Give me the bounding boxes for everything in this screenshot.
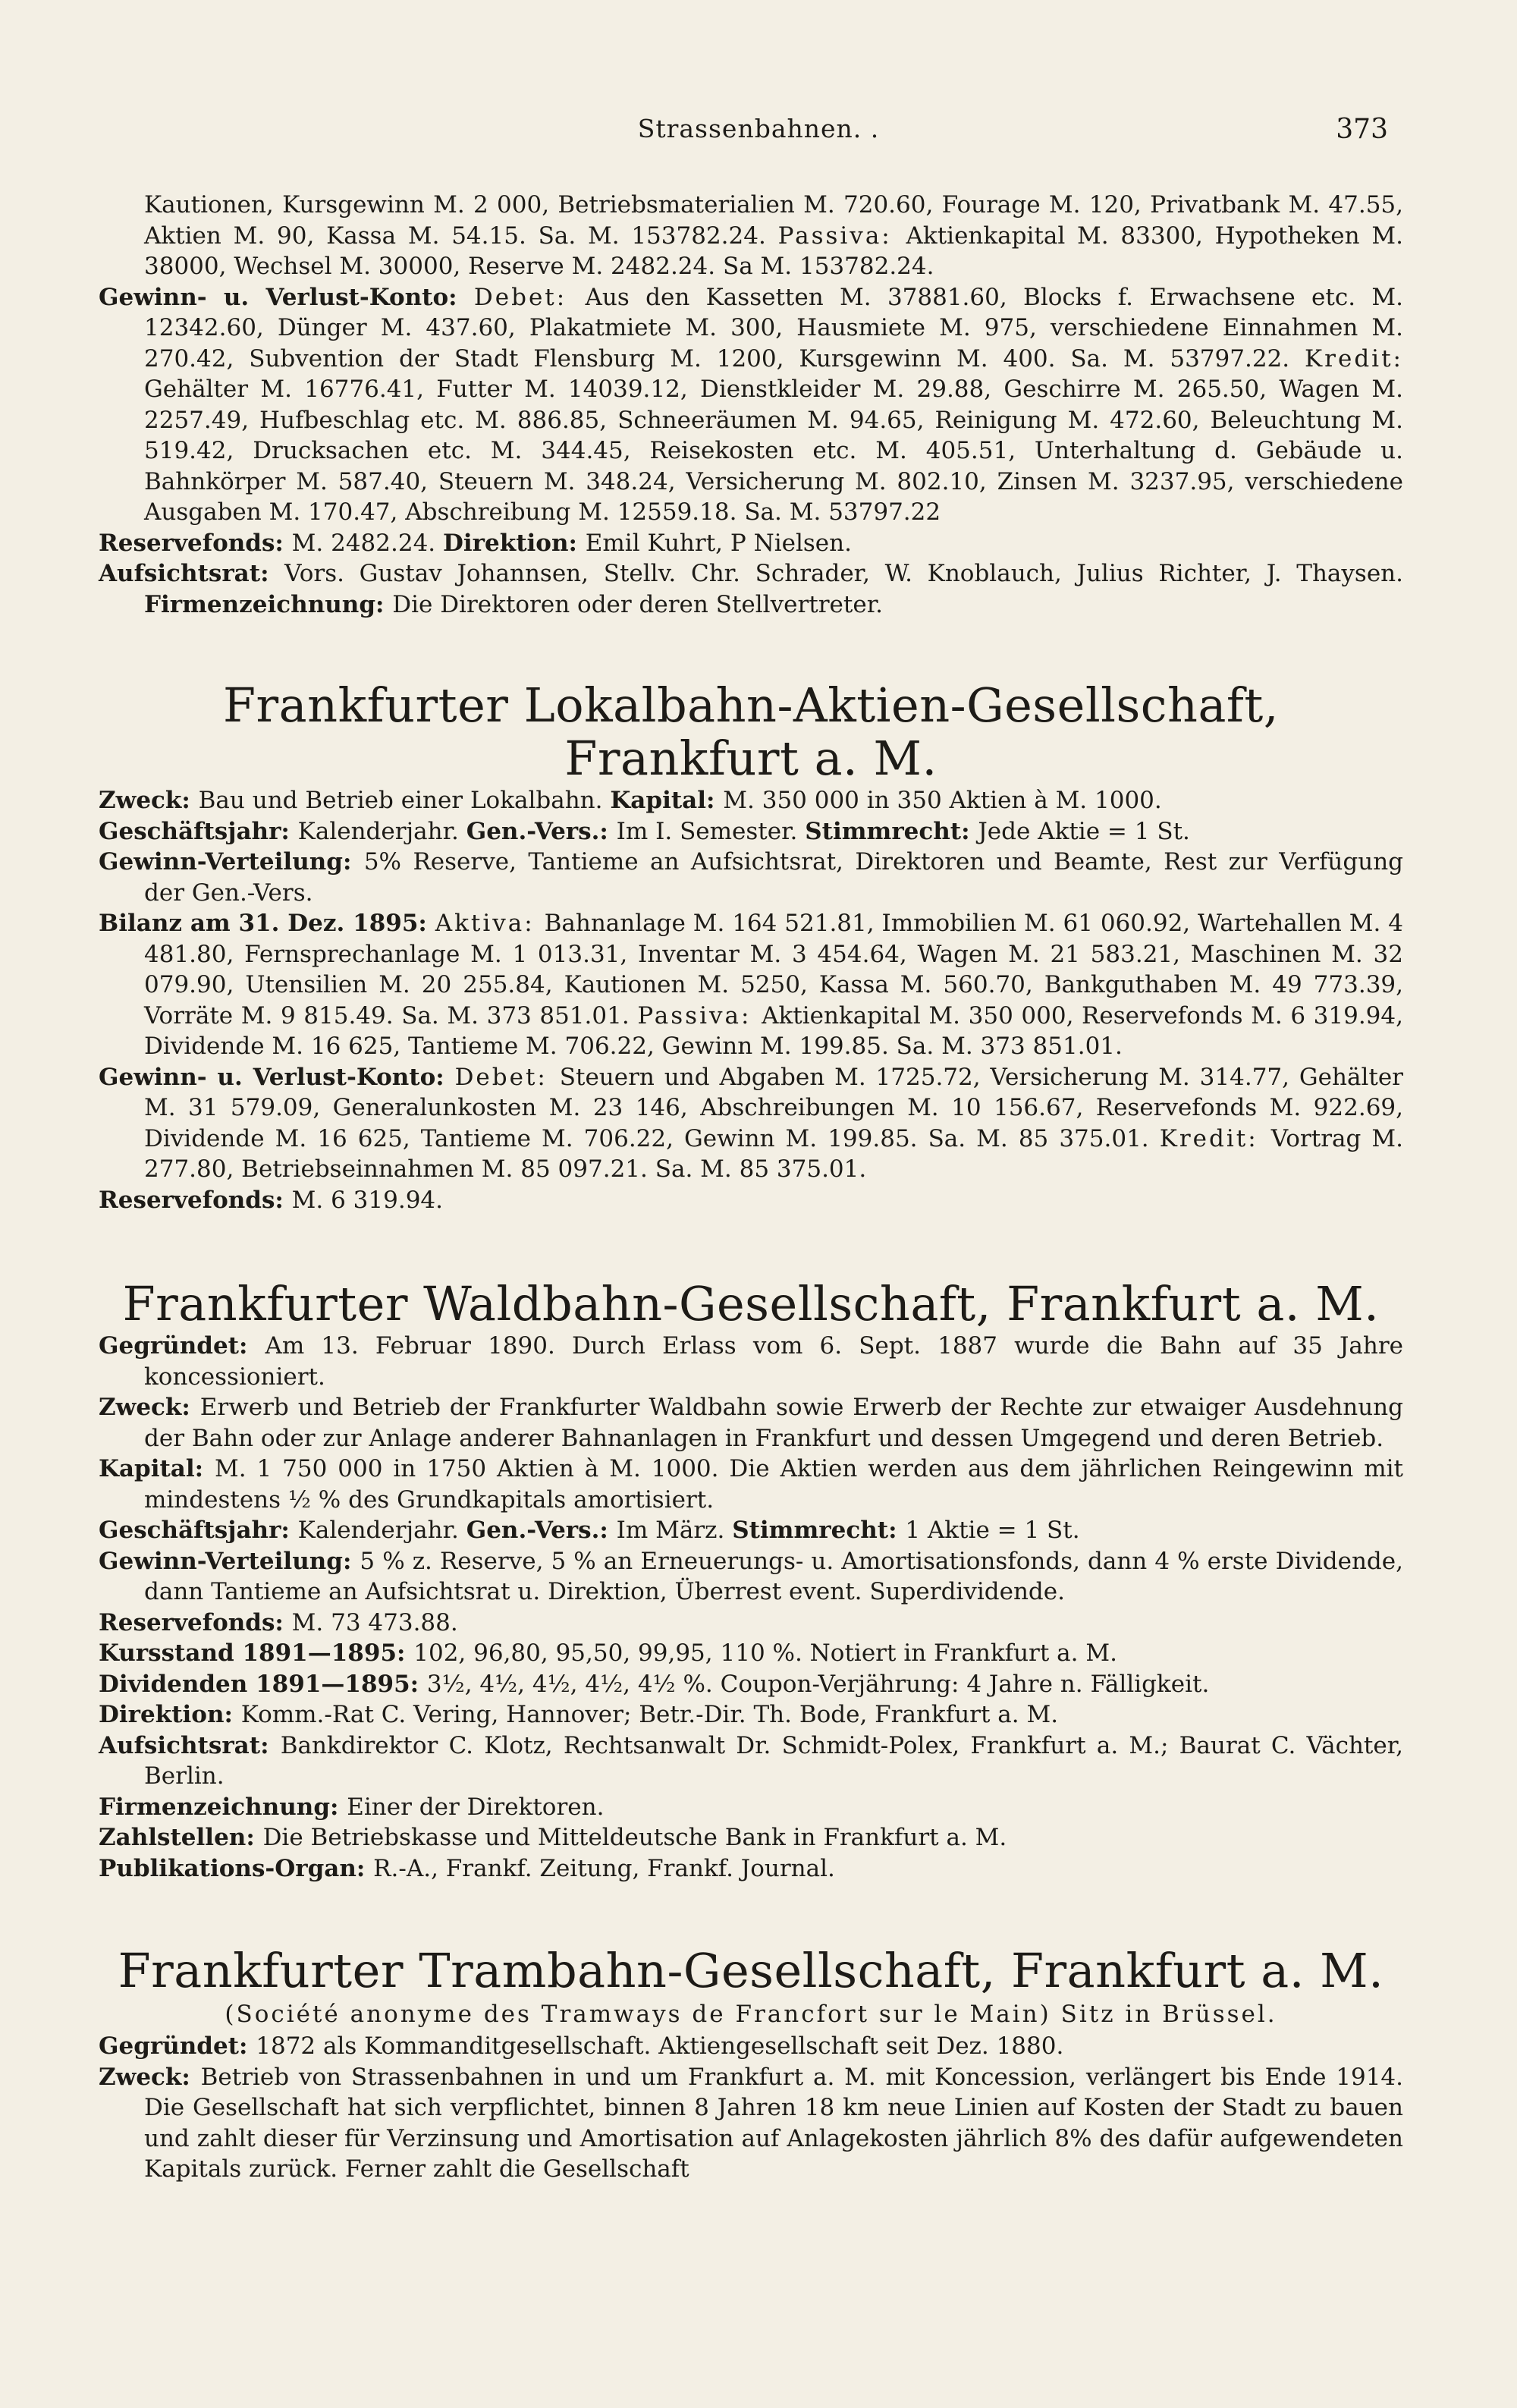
kursstand-entry: Kursstand 1891—1895: 102, 96,80, 95,50, 99,95, 110 %. Notiert in Frankfurt a. M. bbox=[99, 1639, 1117, 1667]
zweck-entry: Zweck: Erwerb und Betrieb der Frankfurter Waldbahn sowie Erwerb der Rechte zur etwaiger Ausdehnung der Bahn oder zur Anlage anderer Bahnanlagen in Frankfurt und dessen Umgegend und deren Betrieb. bbox=[99, 1394, 1403, 1452]
guv-entry: Gewinn- u. Verlust-Konto: Debet: Steuern und Abgaben M. 1725.72, Versicherung M. 314.77, Gehälter M. 31 579.09, Generalunkosten M. 23 146, Abschreibungen M. 10 156.67, Reservefonds M. 922.69, Dividende M. 16 625, Tantieme M. 706.22, Gewinn M. 199.85. Sa. M. 85 375.01. Kredit: Vortrag M. 277.80, Betriebseinnahmen M. 85 097.21. Sa. M. 85 375.01. bbox=[99, 1063, 1403, 1183]
company-title-waldbahn: Frankfurter Waldbahn-Gesellschaft, Frankfurt a. M. bbox=[122, 1276, 1380, 1331]
gegruendet-entry: Gegründet: 1872 als Kommanditgesellschaft. Aktiengesellschaft seit Dez. 1880. bbox=[99, 2032, 1064, 2060]
reservefonds-entry: Reservefonds: M. 6 319.94. bbox=[99, 1186, 444, 1214]
zahlstellen-entry: Zahlstellen: Die Betriebskasse und Mitteldeutsche Bank in Frankfurt a. M. bbox=[99, 1824, 1007, 1851]
gewinn-verteilung-entry: Gewinn-Verteilung: 5% Reserve, Tantieme an Aufsichtsrat, Direktoren und Beamte, Rest zur Verfügung der Gen.-Vers. bbox=[99, 848, 1404, 907]
zweck-kapital-entry: Zweck: Bau und Betrieb einer Lokalbahn. Kapital: M. 350 000 in 350 Aktien à M. 1000. bbox=[99, 787, 1162, 814]
geschaeftsjahr-entry: Geschäftsjahr: Kalenderjahr. Gen.-Vers.: Im März. Stimmrecht: 1 Aktie = 1 St. bbox=[99, 1517, 1080, 1544]
gewinn-verteilung-entry: Gewinn-Verteilung: 5 % z. Reserve, 5 % an Erneuerungs- u. Amortisationsfonds, dann 4 % erste Dividende, dann Tantieme an Aufsichtsrat u. Direktion, Überrest event. Superdividende. bbox=[99, 1547, 1403, 1605]
bilanz-entry: Bilanz am 31. Dez. 1895: Aktiva: Bahnanlage M. 164 521.81, Immobilien M. 61 060.92, Wartehallen M. 4 481.80, Fernsprechanlage M. 1 013.31, Inventar M. 3 454.64, Wagen M. 21 583.21, Maschinen M. 32 079.90, Utensilien M. 20 255.84, Kautionen M. 5250, Kassa M. 560.70, Bankguthaben M. 49 773.39, Vorräte M. 9 815.49. Sa. M. 373 851.01. Passiva: Aktienkapital M. 350 000, Reservefonds M. 6 319.94, Dividende M. 16 625, Tantieme M. 706.22, Gewinn M. 199.85. Sa. M. 373 851.01. bbox=[99, 910, 1404, 1060]
kapital-entry: Kapital: M. 1 750 000 in 1750 Aktien à M. 1000. Die Aktien werden aus dem jährlichen Reingewinn mit mindestens ½ % des Grundkapitals amortisiert. bbox=[99, 1455, 1403, 1514]
reserve-direktion-entry: Reservefonds: M. 2482.24. Direktion: Emil Kuhrt, P Nielsen. bbox=[99, 529, 852, 557]
company-title-trambahn: Frankfurter Trambahn-Gesellschaft, Frankfurt a. M. bbox=[118, 1943, 1384, 1998]
page-header bbox=[0, 114, 1517, 159]
gegruendet-entry: Gegründet: Am 13. Februar 1890. Durch Erlass vom 6. Sept. 1887 wurde die Bahn auf 35 Jahre koncessioniert. bbox=[99, 1332, 1403, 1391]
geschaeftsjahr-entry: Geschäftsjahr: Kalenderjahr. Gen.-Vers.: Im I. Semester. Stimmrecht: Jede Aktie = 1 St. bbox=[99, 817, 1190, 845]
dividenden-entry: Dividenden 1891—1895: 3½, 4½, 4½, 4½, 4½ %. Coupon-Verjährung: 4 Jahre n. Fälligkeit. bbox=[99, 1670, 1210, 1698]
bilanz-continuation: Kautionen, Kursgewinn M. 2 000, Betriebsmaterialien M. 720.60, Fourage M. 120, Privatbank M. 47.55, Aktien M. 90, Kassa M. 54.15. Sa. M. 153782.24. Passiva: Aktienkapital M. 83300, Hypotheken M. 38000, Wechsel M. 30000, Reserve M. 2482.24. Sa M. 153782.24. bbox=[144, 191, 1403, 280]
company-title-lokalbahn: Frankfurter Lokalbahn-Aktien-Gesellschaft, Frankfurt a. M. bbox=[223, 677, 1279, 786]
page-content bbox=[99, 190, 1403, 2185]
reservefonds-entry: Reservefonds: M. 73 473.88. bbox=[99, 1608, 458, 1636]
publikations-organ-entry: Publikations-Organ: R.-A., Frankf. Zeitung, Frankf. Journal. bbox=[99, 1854, 835, 1882]
aufsichtsrat-entry: Aufsichtsrat: Vors. Gustav Johannsen, Stellv. Chr. Schrader, W. Knoblauch, Julius Richter, J. Thaysen. Firmenzeichnung: Die Direktoren oder deren Stellvertreter. bbox=[99, 560, 1403, 618]
direktion-entry: Direktion: Komm.-Rat C. Vering, Hannover; Betr.-Dir. Th. Bode, Frankfurt a. M. bbox=[99, 1701, 1059, 1728]
firmenzeichnung-entry: Firmenzeichnung: Einer der Direktoren. bbox=[99, 1793, 605, 1821]
running-title: Strassenbahnen. . bbox=[637, 114, 880, 143]
zweck-entry: Zweck: Betrieb von Strassenbahnen in und um Frankfurt a. M. mit Koncession, verlängert bis Ende 1914. Die Gesellschaft hat sich verpflichtet, binnen 8 Jahren 18 km neue Linien auf Kosten der Stadt zu bauen und zahlt dieser für Verzinsung und Amortisation auf Anlagekosten jährlich 8% des dafür aufgewendeten Kapitals zurück. Ferner zahlt die Gesellschaft bbox=[99, 2063, 1403, 2183]
company-subtitle: (Société anonyme des Tramways de Francfort sur le Main) Sitz in Brüssel. bbox=[225, 2001, 1277, 2028]
page-number: 373 bbox=[1336, 114, 1388, 145]
aufsichtsrat-entry: Aufsichtsrat: Bankdirektor C. Klotz, Rechtsanwalt Dr. Schmidt-Polex, Frankfurt a. M.; Baurat C. Vächter, Berlin. bbox=[99, 1731, 1403, 1790]
guv-entry: Gewinn- u. Verlust-Konto: Debet: Aus den Kassetten M. 37881.60, Blocks f. Erwachsene etc. M. 12342.60, Dünger M. 437.60, Plakatmiete M. 300, Hausmiete M. 975, verschiedene Einnahmen M. 270.42, Subvention der Stadt Flensburg M. 1200, Kursgewinn M. 400. Sa. M. 53797.22. Kredit: Gehälter M. 16776.41, Futter M. 14039.12, Dienstkleider M. 29.88, Geschirre M. 265.50, Wagen M. 2257.49, Hufbeschlag etc. M. 886.85, Schneeräumen M. 94.65, Reinigung M. 472.60, Beleuchtung M. 519.42, Drucksachen etc. M. 344.45, Reisekosten etc. M. 405.51, Unterhaltung d. Gebäude u. Bahnkörper M. 587.40, Steuern M. 348.24, Versicherung M. 802.10, Zinsen M. 3237.95, verschiedene Ausgaben M. 170.47, Abschreibung M. 12559.18. Sa. M. 53797.22 bbox=[99, 283, 1404, 526]
